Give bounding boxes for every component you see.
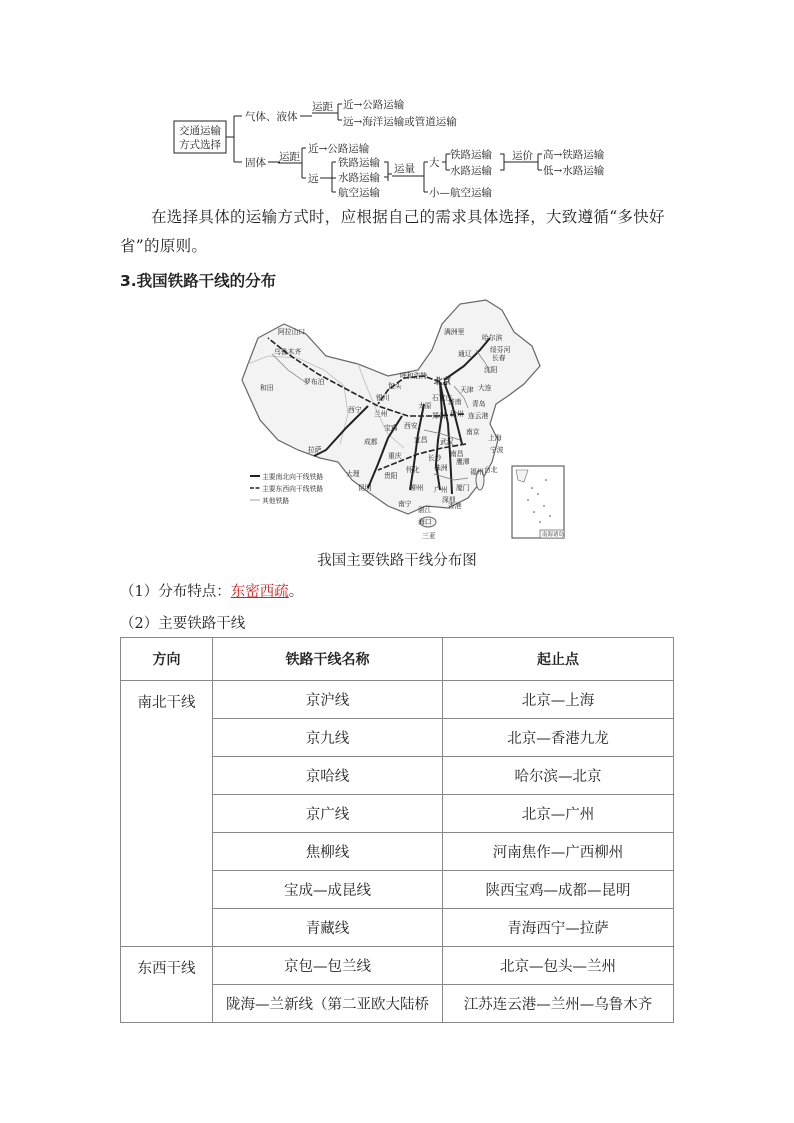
feature-label: （1）分布特点： xyxy=(120,584,231,600)
tree-high-rail: 高→铁路运输 xyxy=(543,149,605,161)
tree-small-air: 小—航空运输 xyxy=(429,187,492,199)
city-nanchang: 南昌 xyxy=(450,450,464,458)
line-name-cell: 京九线 xyxy=(213,719,443,757)
city-guiyang: 贵阳 xyxy=(384,472,398,480)
endpoints-cell: 陕西宝鸡—成都—昆明 xyxy=(443,871,674,909)
city-beijing: 北京 xyxy=(434,377,452,387)
line-name-cell: 京哈线 xyxy=(213,757,443,795)
transport-choice-tree xyxy=(160,96,660,200)
tree-air: 航空运输 xyxy=(338,187,380,199)
header-endpoints: 起止点 xyxy=(443,638,674,681)
city-haikou: 海口 xyxy=(418,518,432,526)
railway-map xyxy=(228,294,568,542)
city-yingtan: 鹰潭 xyxy=(456,458,470,466)
tree-water: 水路运输 xyxy=(338,172,380,184)
section-heading: 3.我国铁路干线的分布 xyxy=(120,272,277,290)
city-dalian: 大连 xyxy=(478,384,492,392)
header-direction: 方向 xyxy=(121,638,213,681)
city-changchun: 长春 xyxy=(492,354,506,362)
city-taiyuan: 太原 xyxy=(418,402,432,410)
city-lanzhou: 兰州 xyxy=(374,410,388,418)
tree-big-rail: 铁路运输 xyxy=(450,149,492,161)
city-dali: 大理 xyxy=(346,470,360,478)
city-lianyungang: 连云港 xyxy=(468,412,489,420)
city-suifenhe: 绥芬河 xyxy=(490,346,511,354)
city-xiamen: 厦门 xyxy=(456,484,470,492)
city-shanghai: 上海 xyxy=(488,434,502,442)
city-xian: 西安 xyxy=(404,422,418,430)
endpoints-cell: 北京—包头—兰州 xyxy=(443,947,674,985)
feature-end: 。 xyxy=(288,584,304,600)
tree-distance-label-2: 运距 xyxy=(279,151,300,163)
tree-distance-label-1: 运距 xyxy=(312,101,333,113)
city-harbin: 哈尔滨 xyxy=(482,334,503,342)
city-ningbo: 宁波 xyxy=(490,446,504,454)
city-liuzhou: 柳州 xyxy=(410,484,424,492)
city-guangzhou: 广州 xyxy=(434,486,448,494)
line-name-cell: 陇海—兰新线（第二亚欧大陆桥 xyxy=(213,985,443,1023)
city-sanya: 三亚 xyxy=(422,532,436,540)
city-hohhot: 呼和浩特 xyxy=(400,372,428,380)
tree-root-line2: 方式选择 xyxy=(179,139,221,151)
city-taipei: 台北 xyxy=(484,466,498,474)
tree-price-label: 运价 xyxy=(512,150,533,162)
city-hotan: 和田 xyxy=(260,384,274,392)
city-nanning: 南宁 xyxy=(398,500,412,508)
endpoints-cell: 青海西宁—拉萨 xyxy=(443,909,674,947)
line-name-cell: 焦柳线 xyxy=(213,833,443,871)
city-tianjin: 天津 xyxy=(460,386,474,394)
legend-ns: 主要南北向干线铁路 xyxy=(262,473,324,481)
city-wuhan: 武汉 xyxy=(440,438,454,446)
city-huaihua: 怀化 xyxy=(406,466,420,474)
tree-rail: 铁路运输 xyxy=(338,157,380,169)
selection-paragraph: 在选择具体的运输方式时，应根据自己的需求具体选择，大致遵循“多快好省”的原则。 xyxy=(120,208,665,255)
city-yinchuan: 银川 xyxy=(376,394,390,402)
endpoints-cell: 江苏连云港—兰州—乌鲁木齐 xyxy=(443,985,674,1023)
line-name-cell: 京沪线 xyxy=(213,681,443,719)
line-name-cell: 宝成—成昆线 xyxy=(213,871,443,909)
header-line-name: 铁路干线名称 xyxy=(213,638,443,681)
city-chongqing: 重庆 xyxy=(388,452,402,460)
table-row xyxy=(121,947,674,985)
endpoints-cell: 河南焦作—广西柳州 xyxy=(443,833,674,871)
city-manzhouli: 满洲里 xyxy=(444,328,465,336)
city-urumqi: 乌鲁木齐 xyxy=(274,348,302,356)
city-nanjing: 南京 xyxy=(466,428,480,436)
city-lhasa: 拉萨 xyxy=(308,446,322,454)
railway-trunk-table xyxy=(120,637,674,1023)
endpoints-cell: 北京—香港九龙 xyxy=(443,719,674,757)
tree-big-water: 水路运输 xyxy=(450,165,492,177)
south-china-sea-inset xyxy=(512,466,565,538)
city-zhanjiang: 湛江 xyxy=(418,506,432,514)
endpoints-cell: 北京—上海 xyxy=(443,681,674,719)
tree-big: 大 xyxy=(429,157,440,169)
city-xining: 西宁 xyxy=(348,406,362,414)
table-row xyxy=(121,681,674,719)
line-name-cell: 京包—包兰线 xyxy=(213,947,443,985)
city-yichang: 宜昌 xyxy=(414,436,428,444)
endpoints-cell: 哈尔滨—北京 xyxy=(443,757,674,795)
city-lop-nur: 罗布泊 xyxy=(304,378,325,386)
direction-cell: 南北干线 xyxy=(121,681,213,947)
tree-gas-far: 远→海洋运输或管道运输 xyxy=(343,116,457,128)
feature-answer: 东密西疏 xyxy=(230,584,289,600)
tree-volume: 运量 xyxy=(394,163,415,175)
tree-root-line1: 交通运输 xyxy=(179,125,221,137)
city-qingdao: 青岛 xyxy=(472,400,486,408)
city-chengdu: 成都 xyxy=(364,438,378,446)
city-xuzhou: 徐州 xyxy=(450,410,464,418)
city-hongkong: 香港 xyxy=(448,502,462,510)
trunk-lines-label: （2）主要铁路干线 xyxy=(120,616,246,632)
distribution-feature xyxy=(120,580,303,601)
city-baoji: 宝鸡 xyxy=(384,424,398,432)
city-kunming: 昆明 xyxy=(358,484,372,492)
city-baotou: 包头 xyxy=(388,382,402,390)
city-changsha: 长沙 xyxy=(428,454,442,462)
city-tongliao: 通辽 xyxy=(458,350,472,358)
tree-solid: 固体 xyxy=(245,157,266,169)
legend-other: 其他铁路 xyxy=(262,497,290,505)
tree-gas-liquid: 气体、液体 xyxy=(245,111,298,123)
endpoints-cell: 北京—广州 xyxy=(443,795,674,833)
city-alashankou: 阿拉山口 xyxy=(278,328,306,336)
map-caption: 我国主要铁路干线分布图 xyxy=(317,553,477,569)
tree-low-water: 低→水路运输 xyxy=(543,165,605,177)
inset-label: 南海诸岛 xyxy=(542,532,565,538)
city-jinan: 济南 xyxy=(448,398,462,406)
tree-far: 远 xyxy=(308,173,319,185)
city-fuzhou: 福州 xyxy=(470,468,484,476)
city-zhengzhou: 郑州 xyxy=(432,412,446,420)
line-name-cell: 京广线 xyxy=(213,795,443,833)
tree-gas-near: 近→公路运输 xyxy=(343,99,405,111)
city-zhuzhou: 株洲 xyxy=(434,464,448,472)
city-shenzhen: 深圳 xyxy=(442,496,456,504)
table-header-row xyxy=(121,638,674,681)
city-shenyang: 沈阳 xyxy=(484,366,498,374)
city-shijiazhuang: 石家庄 xyxy=(432,394,453,402)
direction-cell: 东西干线 xyxy=(121,947,213,1023)
tree-solid-near: 近→公路运输 xyxy=(308,143,370,155)
legend-ew: 主要东西向干线铁路 xyxy=(262,485,324,493)
line-name-cell: 青藏线 xyxy=(213,909,443,947)
